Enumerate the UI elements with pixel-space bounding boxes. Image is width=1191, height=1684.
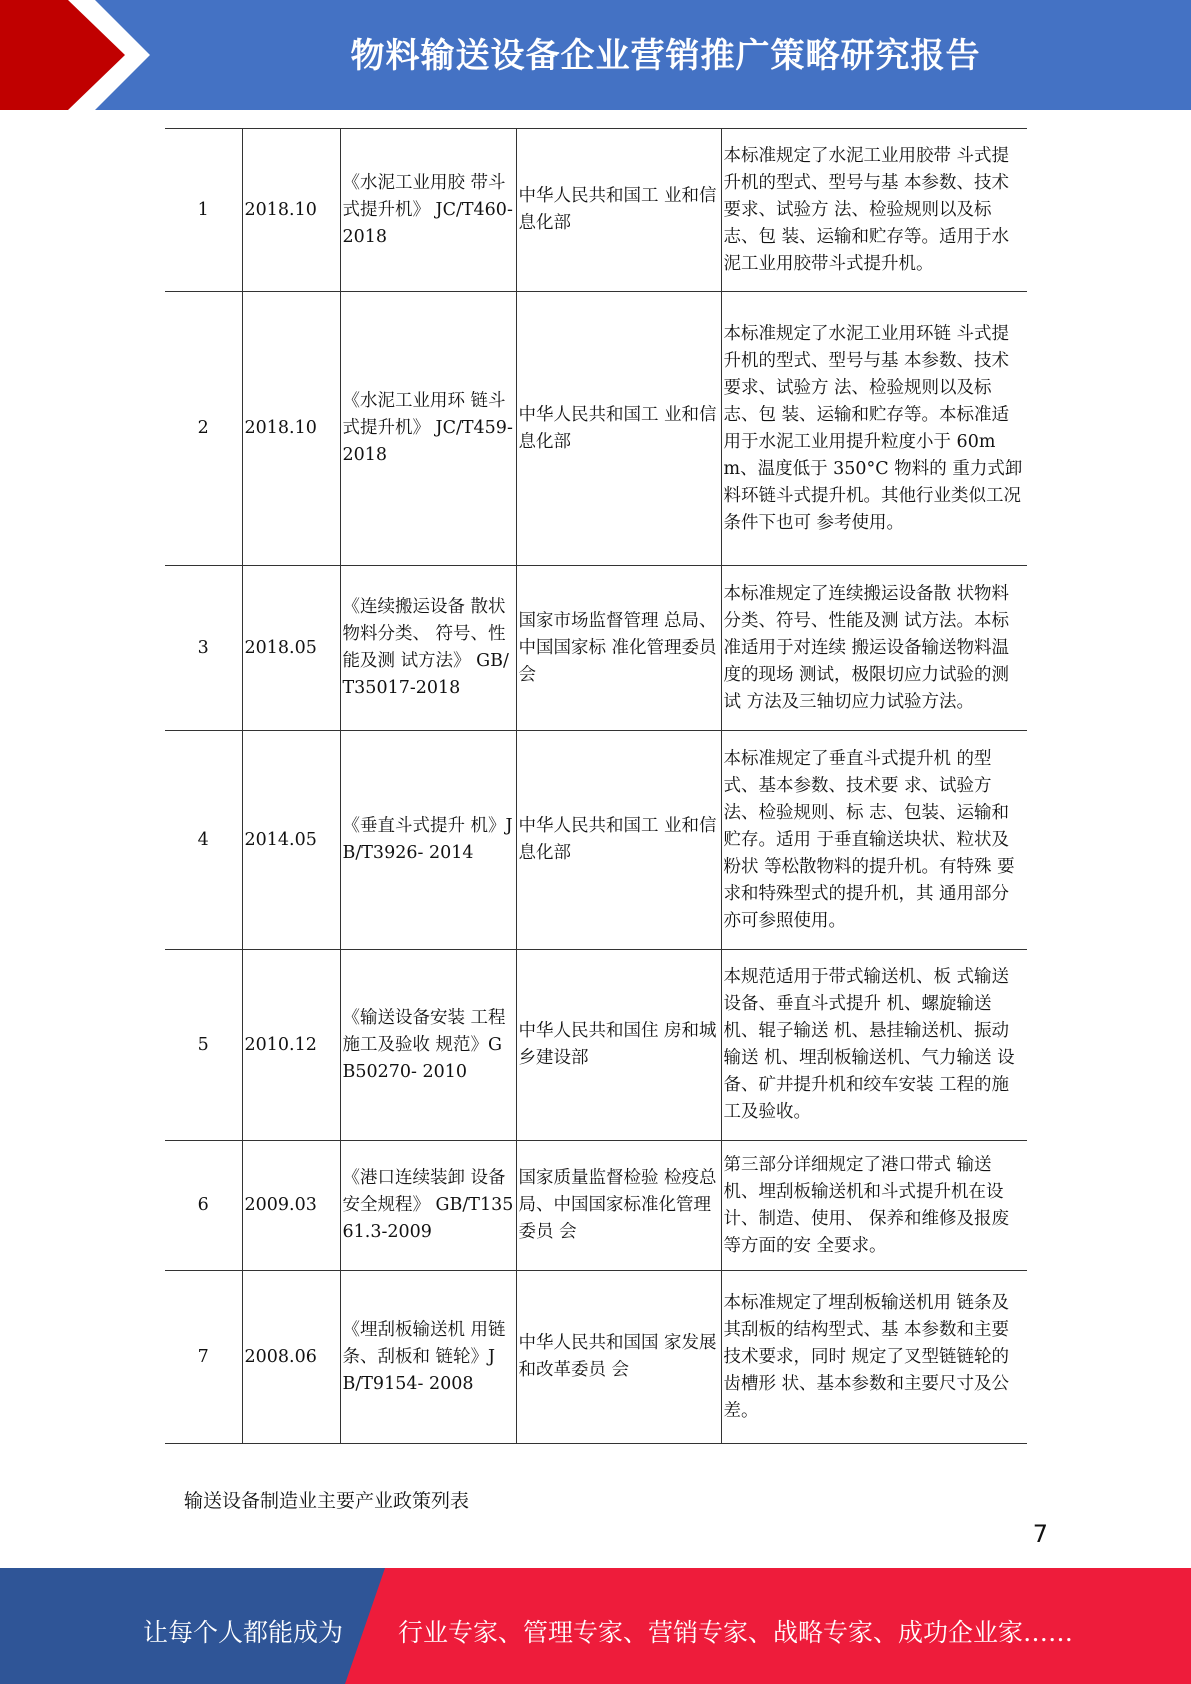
standard-name: 《港口连续装卸 设备安全规程》 GB/T13561.3-2009 xyxy=(340,1141,516,1271)
standard-name: 《水泥工业用环 链斗式提升机》 JC/T459-2018 xyxy=(340,292,516,566)
footer-slogan-left: 让每个人都能成为 xyxy=(143,1618,344,1647)
issuing-department: 国家市场监督管理 总局、中国国家标 准化管理委员会 xyxy=(516,566,721,731)
standard-name: 《垂直斗式提升 机》JB/T3926- 2014 xyxy=(340,731,516,950)
issuing-department: 中华人民共和国工 业和信息化部 xyxy=(516,731,721,950)
standard-description: 本标准规定了埋刮板输送机用 链条及其刮板的结构型式、基 本参数和主要技术要求，同时 规定了叉型链链轮的齿槽形 状、基本参数和主要尺寸及公 差。 xyxy=(721,1271,1027,1444)
issuing-department: 中华人民共和国工 业和信息化部 xyxy=(516,129,721,292)
release-date: 2014.05 xyxy=(242,731,340,950)
standard-name: 《输送设备安装 工程施工及验收 规范》GB50270- 2010 xyxy=(340,950,516,1141)
release-date: 2010.12 xyxy=(242,950,340,1141)
standard-description: 本规范适用于带式输送机、板 式输送设备、垂直斗式提升 机、螺旋输送机、辊子输送 机、悬挂输送机、振动输送 机、埋刮板输送机、气力输送 设备、矿井提升机和绞车安装 工程的施工及验收。 xyxy=(721,950,1027,1141)
header-title: 物料输送设备企业营销推广策略研究报告 xyxy=(350,36,981,76)
row-number: 4 xyxy=(165,731,242,950)
standard-description: 本标准规定了连续搬运设备散 状物料分类、符号、性能及测 试方法。本标准适用于对连续 搬运设备输送物料温度的现场 测试，极限切应力试验的测试 方法及三轴切应力试验方法。 xyxy=(721,566,1027,731)
page-footer xyxy=(0,1568,1191,1684)
row-number: 1 xyxy=(165,129,242,292)
row-number: 5 xyxy=(165,950,242,1141)
table-row xyxy=(165,1141,1027,1271)
standard-description: 本标准规定了水泥工业用胶带 斗式提升机的型式、型号与基 本参数、技术要求、试验方 法、检验规则以及标志、包 装、运输和贮存等。适用于水 泥工业用胶带斗式提升机。 xyxy=(721,129,1027,292)
standard-description: 本标准规定了垂直斗式提升机 的型式、基本参数、技术要 求、试验方法、检验规则、标 志、包装、运输和贮存。适用 于垂直输送块状、粒状及粉状 等松散物料的提升机。有特殊 要求和特殊型式的提升机，其 通用部分亦可参照使用。 xyxy=(721,731,1027,950)
release-date: 2009.03 xyxy=(242,1141,340,1271)
standard-name: 《埋刮板输送机 用链条、刮板和 链轮》JB/T9154- 2008 xyxy=(340,1271,516,1444)
standard-name: 《水泥工业用胶 带斗式提升机》 JC/T460-2018 xyxy=(340,129,516,292)
table-row xyxy=(165,129,1027,292)
page-header xyxy=(0,0,1191,110)
standard-description: 第三部分详细规定了港口带式 输送机、埋刮板输送机和斗式提升机在设计、制造、使用、 保养和维修及报废等方面的安 全要求。 xyxy=(721,1141,1027,1271)
standard-description: 本标准规定了水泥工业用环链 斗式提升机的型式、型号与基 本参数、技术要求、试验方 法、检验规则以及标志、包 装、运输和贮存等。本标准适 用于水泥工业用提升粒度小于 60mm、温度低于 350°C 物料的 重力式卸料环链斗式提升机。其他行业类似工况条件下也可 参考使用。 xyxy=(721,292,1027,566)
standards-table xyxy=(165,128,1027,1444)
standard-name: 《连续搬运设备 散状物料分类、 符号、性能及测 试方法》 GB/T35017-2018 xyxy=(340,566,516,731)
table-caption: 输送设备制造业主要产业政策列表 xyxy=(184,1490,470,1512)
release-date: 2018.05 xyxy=(242,566,340,731)
release-date: 2008.06 xyxy=(242,1271,340,1444)
issuing-department: 中华人民共和国工 业和信息化部 xyxy=(516,292,721,566)
table-row xyxy=(165,292,1027,566)
row-number: 6 xyxy=(165,1141,242,1271)
release-date: 2018.10 xyxy=(242,292,340,566)
row-number: 3 xyxy=(165,566,242,731)
issuing-department: 国家质量监督检验 检疫总局、中国国家标准化管理委员 会 xyxy=(516,1141,721,1271)
issuing-department: 中华人民共和国住 房和城乡建设部 xyxy=(516,950,721,1141)
table-row xyxy=(165,566,1027,731)
row-number: 2 xyxy=(165,292,242,566)
row-number: 7 xyxy=(165,1271,242,1444)
footer-slogan-right: 行业专家、管理专家、营销专家、战略专家、成功企业家…… xyxy=(398,1618,1074,1647)
issuing-department: 中华人民共和国国 家发展和改革委员 会 xyxy=(516,1271,721,1444)
table-row xyxy=(165,950,1027,1141)
release-date: 2018.10 xyxy=(242,129,340,292)
table-row xyxy=(165,731,1027,950)
page-number: 7 xyxy=(1032,1520,1048,1548)
table-row xyxy=(165,1271,1027,1444)
